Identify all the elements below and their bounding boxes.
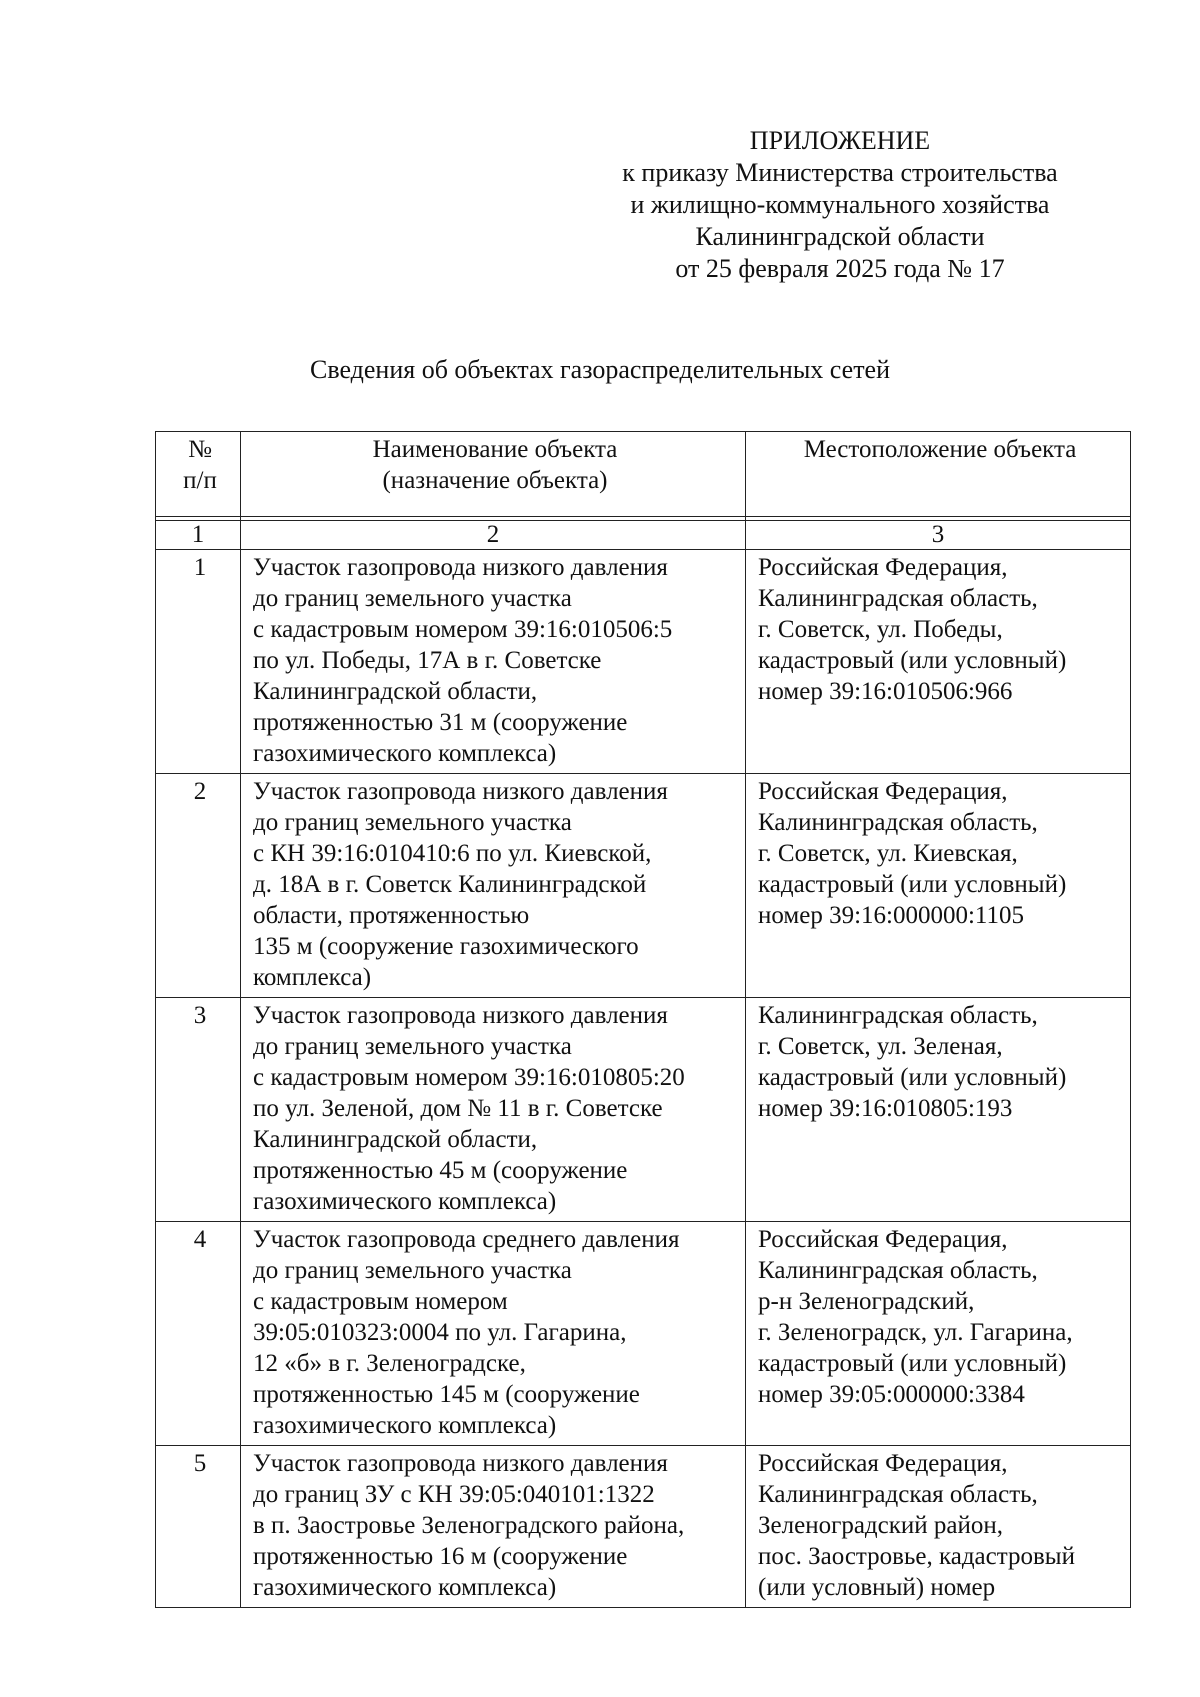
table-row (156, 774, 1131, 998)
table-row (156, 1446, 1131, 1608)
document-heading: Сведения об объектах газораспределительных сетей (309, 355, 891, 384)
row-number: 4 (156, 1222, 241, 1446)
object-location: Калининградская область, г. Советск, ул. Зеленая, кадастровый (или условный) номер 39:16:010805:193 (746, 998, 1131, 1222)
header-name-line-1: Наименование объекта (372, 436, 618, 463)
object-name: Участок газопровода низкого давления до границ земельного участка с кадастровым номером 39:16:010805:20 по ул. Зеленой, дом № 11 в г. Советске Калининградской области, протяженностью 45 м (сооружение газохимического комплекса) (241, 998, 746, 1222)
object-name: Участок газопровода низкого давления до границ земельного участка с кадастровым номером 39:16:010506:5 по ул. Победы, 17А в г. Советске Калининградской области, протяженностью 31 м (сооружение газохимического комплекса) (241, 550, 746, 774)
appendix-header (560, 125, 1120, 285)
appendix-date-number: от 25 февраля 2025 года № 17 (675, 254, 1005, 283)
object-location: Российская Федерация, Калининградская область, г. Советск, ул. Победы, кадастровый (или условный) номер 39:16:010506:966 (746, 550, 1131, 774)
column-number-1: 1 (156, 521, 241, 550)
column-number-3: 3 (746, 521, 1131, 550)
appendix-line-2: и жилищно-коммунального хозяйства (630, 190, 1050, 219)
object-name: Участок газопровода низкого давления до границ земельного участка с КН 39:16:010410:6 по ул. Киевской, д. 18А в г. Советск Калининградской области, протяженностью 135 м (сооружение газохимического комплекса) (241, 774, 746, 998)
row-number: 2 (156, 774, 241, 998)
table-row (156, 998, 1131, 1222)
table-row (156, 1222, 1131, 1446)
appendix-line-1: к приказу Министерства строительства (622, 158, 1058, 187)
header-object-name (241, 432, 746, 517)
header-name-line-2: (назначение объекта) (382, 467, 608, 494)
object-name: Участок газопровода среднего давления до границ земельного участка с кадастровым номером 39:05:010323:0004 по ул. Гагарина, 12 «б» в г. Зеленоградске, протяженностью 145 м (сооружение газохимического комплекса) (241, 1222, 746, 1446)
column-number-2: 2 (241, 521, 746, 550)
row-number: 3 (156, 998, 241, 1222)
appendix-title: ПРИЛОЖЕНИЕ (749, 126, 931, 155)
row-number: 5 (156, 1446, 241, 1608)
objects-table (155, 431, 1131, 1608)
table-row (156, 550, 1131, 774)
header-location: Местоположение объекта (746, 432, 1131, 517)
object-location: Российская Федерация, Калининградская область, р-н Зеленоградский, г. Зеленоградск, ул. Гагарина, кадастровый (или условный) номер 39:05:000000:3384 (746, 1222, 1131, 1446)
header-number-abbr: п/п (183, 467, 217, 494)
object-location: Российская Федерация, Калининградская область, г. Советск, ул. Киевская, кадастровый (или условный) номер 39:16:000000:1105 (746, 774, 1131, 998)
appendix-line-3: Калининградской области (695, 222, 985, 251)
column-numbers-row (156, 521, 1131, 550)
row-number: 1 (156, 550, 241, 774)
table-header-row (156, 432, 1131, 517)
header-number (156, 432, 241, 517)
object-name: Участок газопровода низкого давления до границ ЗУ с КН 39:05:040101:1322 в п. Заостровье Зеленоградского района, протяженностью 16 м (сооружение газохимического комплекса) (241, 1446, 746, 1608)
header-number-sign: № (188, 436, 212, 463)
object-location: Российская Федерация, Калининградская область, Зеленоградский район, пос. Заостровье, кадастровый (или условный) номер (746, 1446, 1131, 1608)
